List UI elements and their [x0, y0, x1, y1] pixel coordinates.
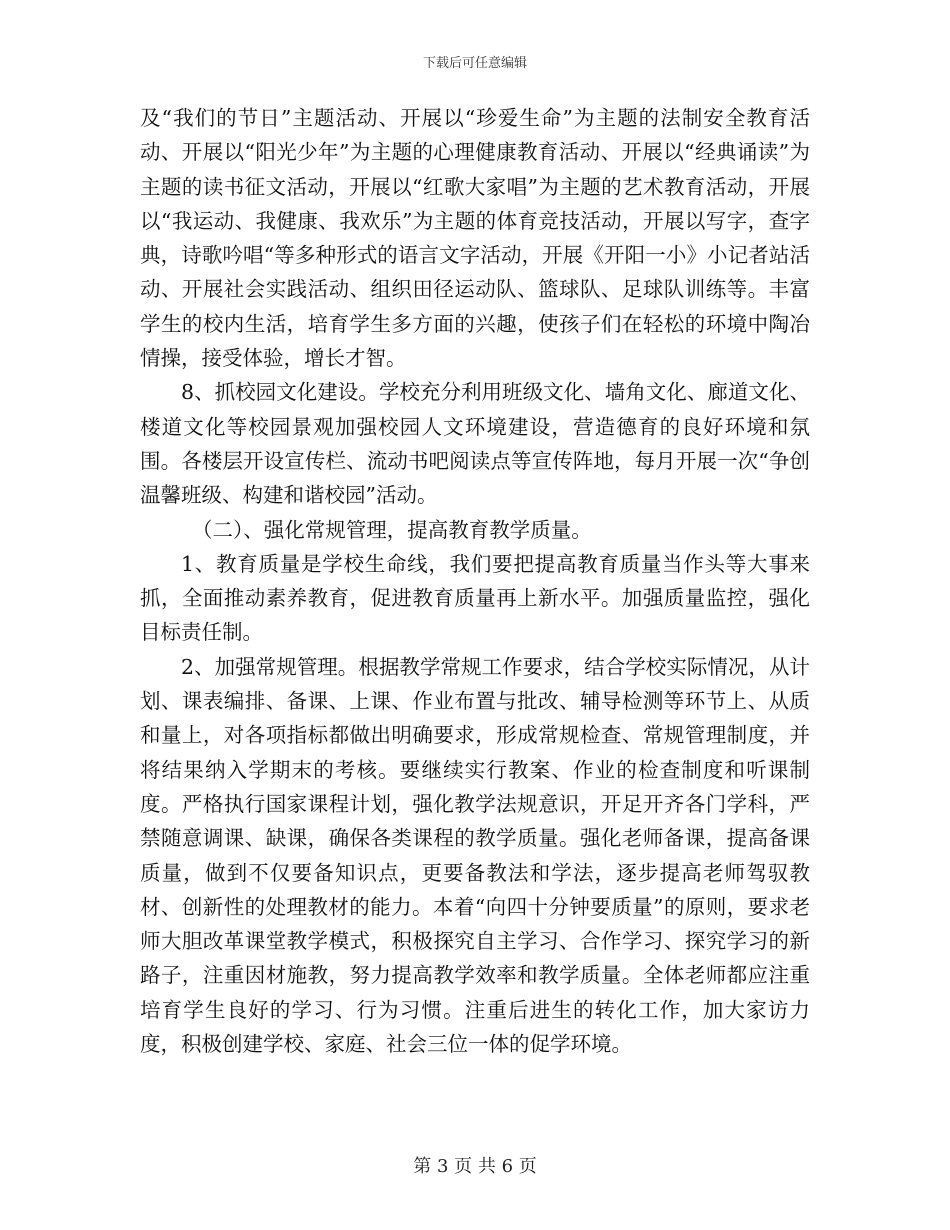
paragraph-activities: 及“我们的节日”主题活动、开展以“珍爱生命”为主题的法制安全教育活动、开展以“阳光少年”为主题的心理健康教育活动、开展以“经典诵读”为主题的读书征文活动，开展以“红歌大家唱”为主题的艺术教育活动，开展以“我运动、我健康、我欢乐”为主题的体育竞技活动，开展以写字，查字典，诗歌吟唱“等多种形式的语言文字活动，开展《开阳一小》小记者站活动、开展社会实践活动、组织田径运动队、篮球队、足球队训练等。丰富学生的校内生活，培育学生多方面的兴趣，使孩子们在轻松的环境中陶冶情操，接受体验，增长才智。 — [140, 106, 810, 371]
paragraph-campus-culture: 8、抓校园文化建设。学校充分利用班级文化、墙角文化、廊道文化、楼道文化等校园景观加强校园人文环境建设，营造德育的良好环境和氛围。各楼层开设宣传栏、流动书吧阅读点等宣传阵地，每月开展一次“争创温馨班级、构建和谐校园”活动。 — [140, 380, 810, 508]
paragraph-education-quality: 1、教育质量是学校生命线，我们要把提高教育质量当作头等大事来抓，全面推动素养教育，促进教育质量再上新水平。加强质量监控，强化目标责任制。 — [140, 551, 810, 645]
document-body — [140, 101, 810, 1061]
paragraph-routine-management: 2、加强常规管理。根据教学常规工作要求，结合学校实际情况，从计划、课表编排、备课、上课、作业布置与批改、辅导检测等环节上、从质和量上，对各项指标都做出明确要求，形成常规检查、常规管理制度，并将结果纳入学期末的考核。要继续实行教案、作业的检查制度和听课制度。严格执行国家课程计划，强化教学法规意识，开足开齐各门学科，严禁随意调课、缺课，确保各类课程的教学质量。强化老师备课，提高备课质量，做到不仅要备知识点，更要备教法和学法，逐步提高老师驾驭教材、创新性的处理教材的能力。本着“向四十分钟要质量”的原则，要求老师大胆改革课堂教学模式，积极探究自主学习、合作学习、探究学习的新路子，注重因材施教，努力提高教学效率和教学质量。全体老师都应注重培育学生良好的学习、行为习惯。注重后进生的转化工作，加大家访力度，积极创建学校、家庭、社会三位一体的促学环境。 — [140, 654, 810, 1057]
page-number-footer: 第 3 页 共 6 页 — [413, 1156, 537, 1177]
section-heading: （二）、强化常规管理，提高教育教学质量。 — [192, 517, 592, 542]
page-header-note: 下载后可任意编辑 — [422, 56, 527, 71]
